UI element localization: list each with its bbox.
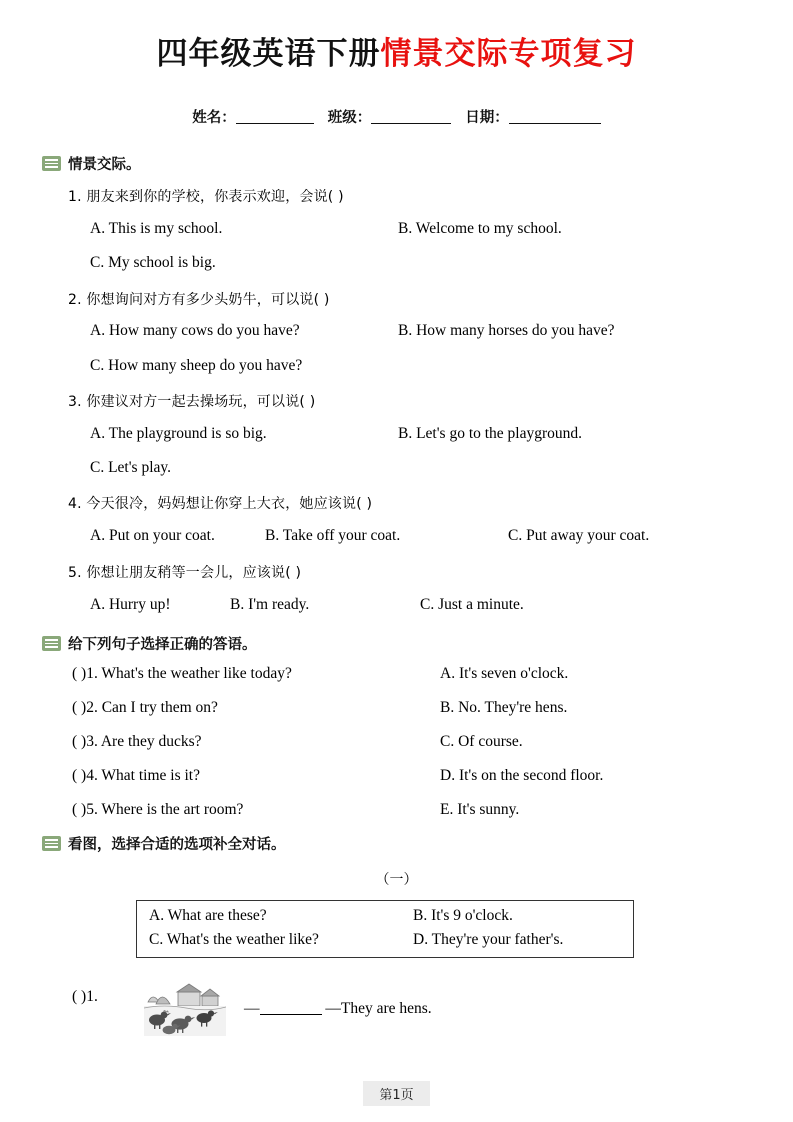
section-heading-1	[42, 153, 141, 174]
option-box-a[interactable]: A. What are these?	[149, 907, 267, 924]
name-blank[interactable]	[236, 108, 314, 124]
match-answer-a[interactable]: A. It's seven o'clock.	[440, 665, 569, 682]
class-label: 班级：	[327, 110, 372, 126]
date-label: 日期：	[465, 110, 509, 126]
question-1-stem: 1. 朋友来到你的学校，你表示欢迎，会说( )	[68, 189, 344, 205]
question-5-option-a[interactable]: A. Hurry up!	[90, 596, 171, 613]
question-4-option-a[interactable]: A. Put on your coat.	[90, 527, 215, 544]
question-3-option-b[interactable]: B. Let's go to the playground.	[398, 425, 583, 442]
section-marker-icon	[42, 636, 61, 651]
picture-question-row	[72, 980, 712, 1040]
question-2-option-b[interactable]: B. How many horses do you have?	[398, 322, 615, 339]
question-1-option-b[interactable]: B. Welcome to my school.	[398, 220, 562, 237]
section-2-title: 给下列句子选择正确的答语。	[68, 637, 257, 653]
section-marker-icon	[42, 156, 61, 171]
picture-question-sentence: — —They are hens.	[244, 1000, 432, 1017]
match-item-1[interactable]: ( )1. What's the weather like today?	[72, 665, 292, 682]
question-4-stem: 4. 今天很冷，妈妈想让你穿上大衣，她应该说( )	[68, 496, 373, 512]
question-5-option-c[interactable]: C. Just a minute.	[420, 596, 524, 613]
question-2-option-c[interactable]: C. How many sheep do you have?	[90, 357, 303, 374]
date-blank[interactable]	[509, 108, 601, 124]
question-5-option-b[interactable]: B. I'm ready.	[230, 596, 310, 613]
group-label: （一）	[375, 872, 418, 888]
page-footer	[0, 1081, 793, 1106]
match-item-5[interactable]: ( )5. Where is the art room?	[72, 801, 244, 818]
question-3-option-c[interactable]: C. Let's play.	[90, 459, 171, 476]
section-marker-icon	[42, 836, 61, 851]
match-answer-b[interactable]: B. No. They're hens.	[440, 699, 568, 716]
title-red-part: 情景交际专项复习	[380, 36, 637, 72]
question-1-option-c[interactable]: C. My school is big.	[90, 254, 216, 271]
question-3-option-a[interactable]: A. The playground is so big.	[90, 425, 267, 442]
page-title	[0, 28, 793, 73]
name-label: 姓名：	[192, 110, 236, 126]
option-box-d[interactable]: D. They're your father's.	[413, 931, 564, 948]
match-item-3[interactable]: ( )3. Are they ducks?	[72, 733, 202, 750]
question-4-option-c[interactable]: C. Put away your coat.	[508, 527, 650, 544]
option-box-c[interactable]: C. What's the weather like?	[149, 931, 319, 948]
student-info-row	[0, 106, 793, 127]
question-3-stem: 3. 你建议对方一起去操场玩，可以说( )	[68, 394, 316, 410]
hens-picture	[144, 980, 226, 1036]
match-answer-d[interactable]: D. It's on the second floor.	[440, 767, 604, 784]
class-blank[interactable]	[371, 108, 451, 124]
section-heading-2	[42, 633, 257, 654]
title-black-part: 四年级英语下册	[156, 36, 381, 72]
section-1-title: 情景交际。	[68, 157, 141, 173]
question-1-option-a[interactable]: A. This is my school.	[90, 220, 223, 237]
answer-blank[interactable]	[260, 1000, 322, 1015]
page-number: 第1页	[363, 1081, 429, 1106]
option-box	[136, 900, 634, 958]
sentence-tail: —They are hens.	[325, 1000, 432, 1017]
match-answer-e[interactable]: E. It's sunny.	[440, 801, 520, 818]
question-2-stem: 2. 你想询问对方有多少头奶牛，可以说( )	[68, 292, 330, 308]
section-heading-3	[42, 833, 286, 854]
question-5-stem: 5. 你想让朋友稍等一会儿，应该说( )	[68, 565, 302, 581]
match-item-4[interactable]: ( )4. What time is it?	[72, 767, 200, 784]
question-4-option-b[interactable]: B. Take off your coat.	[265, 527, 401, 544]
section-3-title: 看图，选择合适的选项补全对话。	[68, 837, 286, 853]
picture-question-label[interactable]: ( )1.	[72, 988, 98, 1005]
option-box-b[interactable]: B. It's 9 o'clock.	[413, 907, 513, 924]
match-answer-c[interactable]: C. Of course.	[440, 733, 523, 750]
match-item-2[interactable]: ( )2. Can I try them on?	[72, 699, 218, 716]
question-2-option-a[interactable]: A. How many cows do you have?	[90, 322, 300, 339]
